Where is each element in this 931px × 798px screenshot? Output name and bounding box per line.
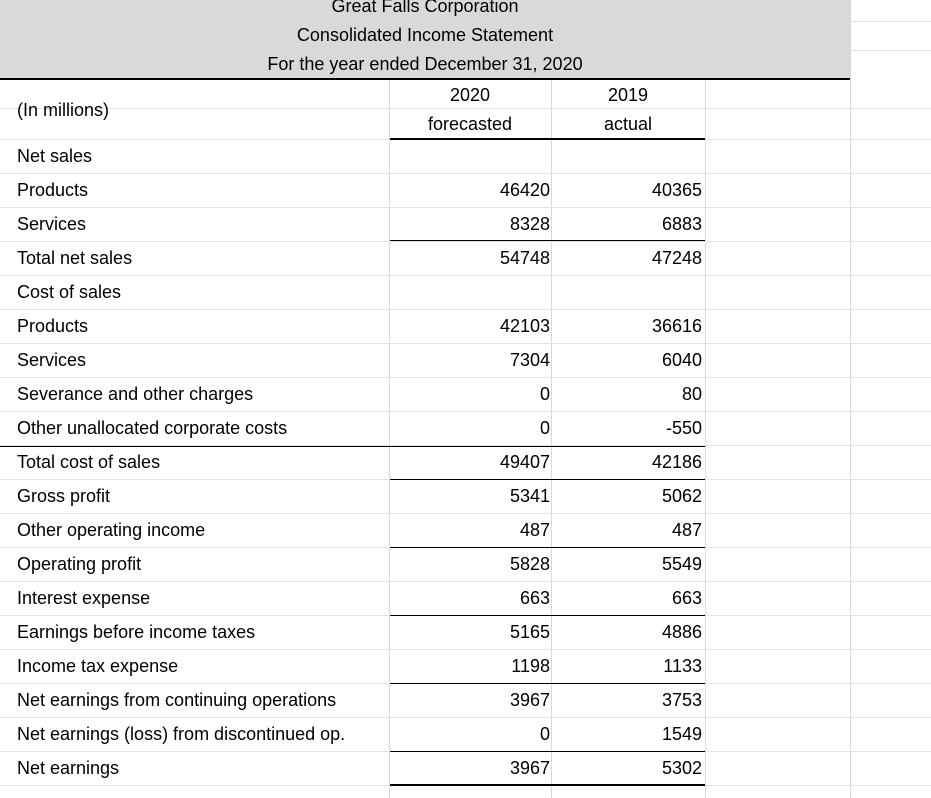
subtotal-border (390, 240, 705, 241)
row-label-cost-of-sales: Cost of sales (17, 282, 122, 302)
period-title: For the year ended December 31, 2020 (267, 54, 583, 74)
row-label-operating-profit: Operating profit (17, 554, 142, 574)
value-2019-severance: 80 (681, 384, 702, 404)
value-2019-operating-profit: 5549 (661, 554, 702, 574)
row-label-other-unallocated: Other unallocated corporate costs (17, 418, 288, 438)
grid-row-line (0, 241, 931, 242)
value-2019-net-earnings-discontinued: 1549 (661, 724, 702, 744)
grid-row-line (0, 717, 931, 718)
value-2020-earnings-before-taxes: 5165 (509, 622, 550, 642)
value-2019-other-unallocated: -550 (665, 418, 702, 438)
value-2020-total-net-sales: 54748 (499, 248, 550, 268)
row-label-income-tax-expense: Income tax expense (17, 656, 179, 676)
col-2020-year: 2020 (449, 85, 491, 105)
value-2020-income-tax-expense: 1198 (511, 656, 550, 676)
row-label-cos-services: Services (17, 350, 87, 370)
value-2020-interest-expense: 663 (519, 588, 550, 608)
value-2020-other-operating-income: 487 (519, 520, 550, 540)
value-2019-net-earnings: 5302 (661, 758, 702, 778)
row-label-products: Products (17, 180, 89, 200)
row-label-services: Services (17, 214, 87, 234)
row-label-net-earnings-continuing: Net earnings from continuing operations (17, 690, 337, 710)
row-label-earnings-before-taxes: Earnings before income taxes (17, 622, 256, 642)
value-2019-total-net-sales: 47248 (651, 248, 702, 268)
value-2020-severance: 0 (539, 384, 550, 404)
value-2020-net-earnings: 3967 (509, 758, 550, 778)
row-label-other-operating-income: Other operating income (17, 520, 206, 540)
row-label-total-cost-of-sales: Total cost of sales (17, 452, 161, 472)
value-2019-cos-services: 6040 (661, 350, 702, 370)
units-label: (In millions) (17, 100, 110, 120)
value-2020-operating-profit: 5828 (509, 554, 550, 574)
value-2019-earnings-before-taxes: 4886 (661, 622, 702, 642)
value-2020-services: 8328 (509, 214, 550, 234)
subtotal-border (390, 683, 705, 684)
value-2020-other-unallocated: 0 (539, 418, 550, 438)
company-title: Great Falls Corporation (331, 0, 519, 16)
grid-row-line (850, 50, 931, 51)
grid-row-line (0, 411, 931, 412)
value-2020-products: 46420 (499, 180, 550, 200)
row-label-total-net-sales: Total net sales (17, 248, 133, 268)
value-2019-interest-expense: 663 (671, 588, 702, 608)
subtotal-border (390, 547, 705, 548)
grid-row-line (0, 309, 931, 310)
grid-row-line (850, 21, 931, 22)
value-2019-cos-products: 36616 (651, 316, 702, 336)
header-bottom-border (0, 78, 850, 80)
row-label-cos-products: Products (17, 316, 89, 336)
subtotal-border (390, 615, 705, 616)
value-2019-total-cost-of-sales: 42186 (651, 452, 702, 472)
col-2019-year: 2019 (607, 85, 649, 105)
subtotal-border (390, 479, 705, 480)
double-underline (390, 784, 705, 786)
col-2019-sub: actual (603, 114, 653, 134)
value-2020-cos-products: 42103 (499, 316, 550, 336)
value-2019-other-operating-income: 487 (671, 520, 702, 540)
value-2019-gross-profit: 5062 (661, 486, 702, 506)
value-2019-products: 40365 (651, 180, 702, 200)
row-label-interest-expense: Interest expense (17, 588, 151, 608)
grid-row-line (0, 649, 931, 650)
value-2020-net-earnings-continuing: 3967 (509, 690, 550, 710)
grid-row-line (0, 513, 931, 514)
subtotal-border (0, 446, 705, 447)
row-label-gross-profit: Gross profit (17, 486, 111, 506)
value-2020-cos-services: 7304 (509, 350, 550, 370)
value-2020-total-cost-of-sales: 49407 (499, 452, 550, 472)
grid-row-line (0, 377, 931, 378)
grid-row-line (0, 173, 931, 174)
grid-col-line (705, 0, 706, 798)
grid-row-line (0, 108, 931, 109)
row-label-net-earnings: Net earnings (17, 758, 120, 778)
value-2019-net-earnings-continuing: 3753 (661, 690, 702, 710)
value-2019-income-tax-expense: 1133 (663, 656, 702, 676)
grid-row-line (0, 207, 931, 208)
value-2019-services: 6883 (661, 214, 702, 234)
grid-row-line (0, 343, 931, 344)
value-2020-net-earnings-discontinued: 0 (539, 724, 550, 744)
statement-title: Consolidated Income Statement (296, 25, 554, 45)
grid-row-line (0, 581, 931, 582)
grid-row-line (0, 275, 931, 276)
subtotal-border (390, 751, 705, 752)
row-label-severance: Severance and other charges (17, 384, 254, 404)
col-2020-sub: forecasted (427, 114, 513, 134)
row-label-net-sales: Net sales (17, 146, 93, 166)
value-2020-gross-profit: 5341 (509, 486, 550, 506)
grid-col-line (850, 0, 851, 798)
row-label-net-earnings-discontinued: Net earnings (loss) from discontinued op. (17, 724, 346, 744)
header-underline (390, 138, 705, 140)
